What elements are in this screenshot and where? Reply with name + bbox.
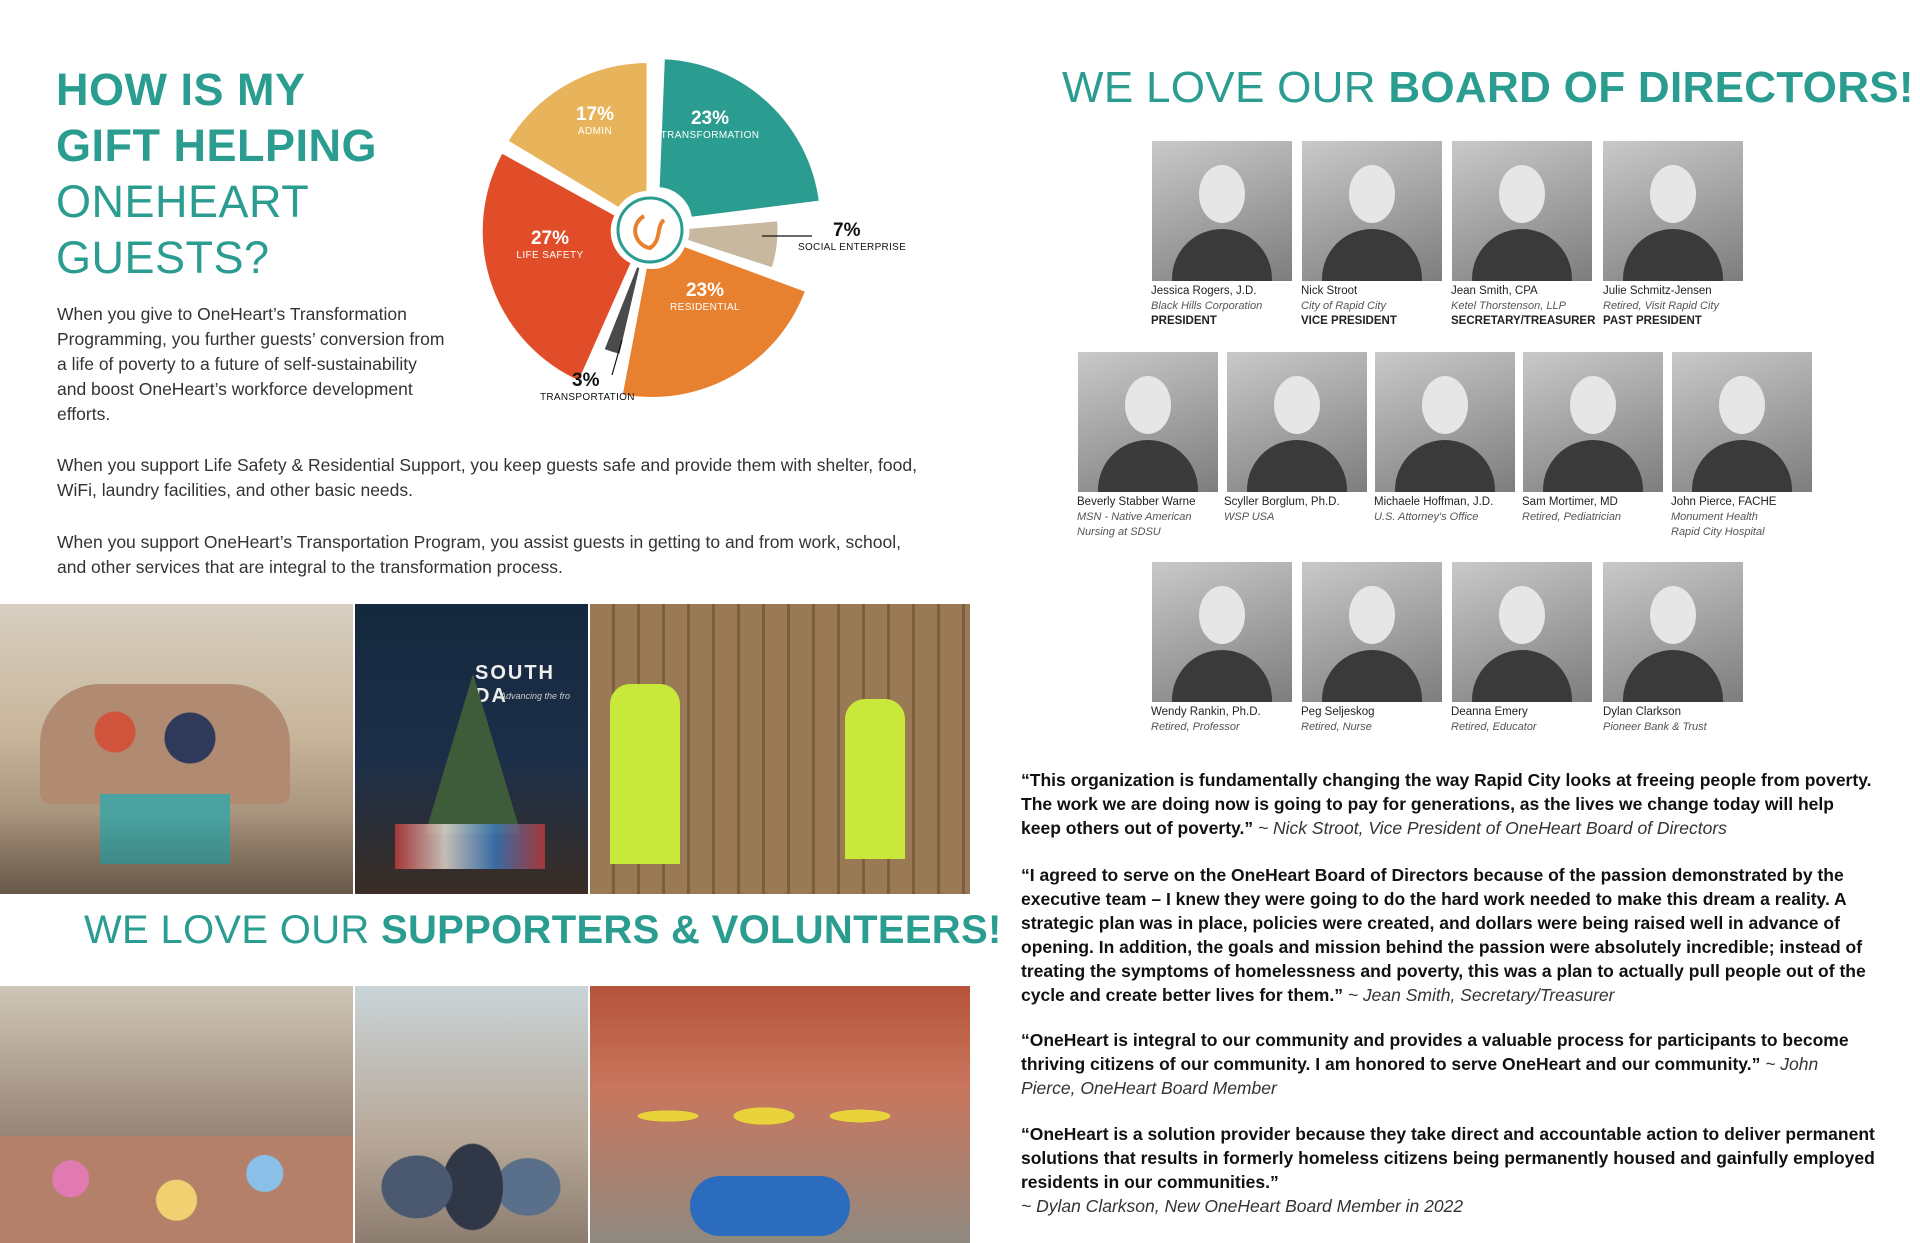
member-jean-smith: Jean Smith, CPA Ketel Thorstenson, LLP SECRETARY/TREASURER (1451, 285, 1596, 327)
portrait-nick-stroot (1302, 141, 1442, 281)
sign-text: SOUTH DA (475, 662, 555, 707)
member-nick-stroot: Nick Stroot City of Rapid City VICE PRESIDENT (1301, 285, 1397, 327)
oneheart-logo-icon (618, 198, 682, 262)
sign-subtext: Advancing the fro (500, 691, 571, 701)
member-dylan-clarkson: Dylan Clarkson Pioneer Bank & Trust (1603, 706, 1707, 733)
photo-kids-with-balls (590, 986, 970, 1243)
headline-line-1: HOW IS MY (56, 64, 306, 115)
quote-nick-stroot: “This organization is fundamentally changing the way Rapid City looks at freeing people from poverty. The work we are doing now is going to pay for generations, as the lives we change today will help keep others out of poverty.” ~ Nick Stroot, Vice President of OneHeart Board of Directors (1021, 770, 1872, 838)
portrait-deanna-emery (1452, 562, 1592, 702)
pie-label-social-enterprise: 7% SOCIAL ENTERPRISE (798, 220, 907, 253)
member-beverly-stabber-warne: Beverly Stabber Warne MSN - Native American Nursing at SDSU (1077, 496, 1196, 538)
portrait-beverly-stabber-warne (1078, 352, 1218, 492)
pie-label-admin: 17% ADMIN (575, 104, 615, 137)
pie-label-life-safety: 27% LIFE SAFETY (516, 228, 584, 261)
supporters-title: WE LOVE OUR SUPPORTERS & VOLUNTEERS! (84, 908, 1002, 952)
photo-volunteers-painting-fence (590, 604, 970, 894)
portrait-jean-smith (1452, 141, 1592, 281)
member-peg-seljeskog: Peg Seljeskog Retired, Nurse (1301, 706, 1375, 733)
photo-christmas-tree (355, 604, 588, 894)
quote-john-pierce: “OneHeart is integral to our community and provides a valuable process for participants to become thriving citizens of our community. I am honored to serve OneHeart and our community.” ~ John Pierce, OneHeart Board Member (1021, 1030, 1849, 1098)
member-deanna-emery: Deanna Emery Retired, Educator (1451, 706, 1537, 733)
intro-paragraph-2: When you support Life Safety & Residential Support, you keep guests safe and provide them with shelter, food, WiFi, laundry facilities, and other basic needs. (57, 455, 917, 500)
portrait-jessica-rogers (1152, 141, 1292, 281)
member-scyller-borglum: Scyller Borglum, Ph.D. WSP USA (1224, 496, 1340, 523)
portrait-peg-seljeskog (1302, 562, 1442, 702)
portrait-michaele-hoffman (1375, 352, 1515, 492)
pie-label-transportation: 3% TRANSPORTATION (540, 370, 635, 403)
headline-line-4: GUESTS? (56, 232, 270, 283)
portrait-wendy-rankin (1152, 562, 1292, 702)
member-julie-schmitz-jensen: Julie Schmitz-Jensen Retired, Visit Rapid City PAST PRESIDENT (1603, 285, 1719, 327)
photo-four-volunteers (355, 986, 588, 1243)
member-sam-mortimer: Sam Mortimer, MD Retired, Pediatrician (1522, 496, 1622, 523)
pie-label-transformation: 23% TRANSFORMATION (660, 108, 760, 141)
intro-paragraph-3: When you support OneHeart’s Transportation Program, you assist guests in getting to and from work, school, and other services that are integral to the transformation process. (57, 532, 901, 577)
headline-line-3: ONEHEART (56, 176, 310, 227)
photo-stuffed-animals-donation (0, 986, 353, 1243)
pie-label-residential: 23% RESIDENTIAL (670, 280, 740, 313)
photo-group-with-stroller (0, 604, 353, 894)
member-jessica-rogers: Jessica Rogers, J.D. Black Hills Corporation PRESIDENT (1151, 285, 1263, 327)
portrait-sam-mortimer (1523, 352, 1663, 492)
portrait-scyller-borglum (1227, 352, 1367, 492)
portrait-dylan-clarkson (1603, 562, 1743, 702)
board-title: WE LOVE OUR BOARD OF DIRECTORS! (1062, 63, 1914, 112)
quote-dylan-clarkson: “OneHeart is a solution provider because they take direct and accountable action to deliver permanent solutions that results in formerly homeless citizens being permanently housed and gainfully employed residents in our communities.” ~ Dylan Clarkson, New OneHeart Board Member in 2022 (1021, 1124, 1875, 1216)
portrait-john-pierce (1672, 352, 1812, 492)
quote-jean-smith: “I agreed to serve on the OneHeart Board of Directors because of the passion demonstrated by the executive team – I knew they were going to do the hard work needed to make this dream a reality. A strategic plan was in place, policies were created, and dollars were being raised well in advance of opening. In addition, the goals and mission behind the passion were absolutely incredible; instead of treating the symptoms of homelessness and poverty, this was a plan to actually pull people out of the cycle and create better lives for them.” ~ Jean Smith, Secretary/Treasurer (1021, 865, 1866, 1005)
intro-paragraph-1: When you give to OneHeart’s Transformation Programming, you further guests’ conversion from a life of poverty to a future of self-sustainability and boost OneHeart’s workforce development efforts. (57, 304, 445, 424)
headline-line-2: GIFT HELPING (56, 120, 377, 171)
portrait-julie-schmitz-jensen (1603, 141, 1743, 281)
member-john-pierce: John Pierce, FACHE Monument Health Rapid City Hospital (1671, 496, 1777, 538)
allocation-pie-chart (480, 40, 930, 420)
member-wendy-rankin: Wendy Rankin, Ph.D. Retired, Professor (1151, 706, 1261, 733)
member-michaele-hoffman: Michaele Hoffman, J.D. U.S. Attorney's Office (1374, 496, 1494, 523)
page-headline (56, 62, 377, 286)
